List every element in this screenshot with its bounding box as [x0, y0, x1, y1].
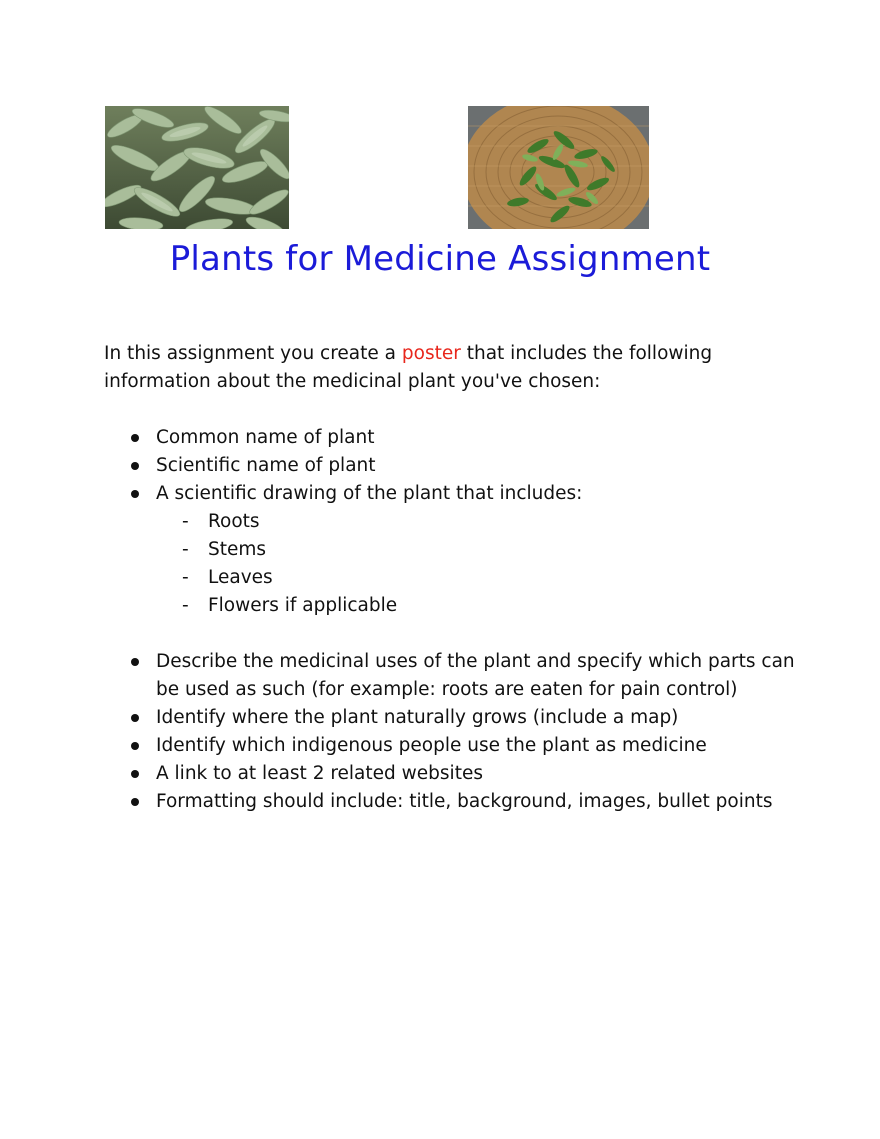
list-item: Scientific name of plant: [104, 452, 804, 480]
herbs-in-basket-photo: [468, 106, 649, 229]
list-item: Identify which indigenous people use the plant as medicine: [104, 732, 804, 760]
list-item-with-sublist: [104, 480, 804, 620]
list-item: Common name of plant: [104, 424, 804, 452]
list-item: A link to at least 2 related websites: [104, 760, 804, 788]
drawing-parts-sublist: [156, 508, 804, 620]
sublist-item: - Stems: [156, 536, 804, 564]
sage-plant-photo: [105, 106, 289, 229]
requirements-list: [104, 424, 804, 620]
assignment-body: [104, 340, 804, 816]
intro-text-start: In this assignment you create a: [104, 343, 402, 364]
poster-highlight: poster: [401, 343, 461, 364]
list-item: Identify where the plant naturally grows (include a map): [104, 704, 804, 732]
sublist-item: - Leaves: [156, 564, 804, 592]
intro-text-end: that includes the following information about the medicinal plant you've chosen:: [104, 343, 713, 392]
sublist-item: - Roots: [156, 508, 804, 536]
page-title: Plants for Medicine Assignment: [169, 239, 711, 279]
intro-paragraph: [104, 340, 804, 396]
additional-requirements-list: [104, 648, 804, 816]
list-item-text: A scientific drawing of the plant that includes:: [156, 483, 583, 504]
sublist-item: - Flowers if applicable: [156, 592, 804, 620]
list-item: Describe the medicinal uses of the plant and specify which parts can be used as such (for example: roots are eaten for pain control): [104, 648, 804, 704]
list-item: Formatting should include: title, background, images, bullet points: [104, 788, 804, 816]
